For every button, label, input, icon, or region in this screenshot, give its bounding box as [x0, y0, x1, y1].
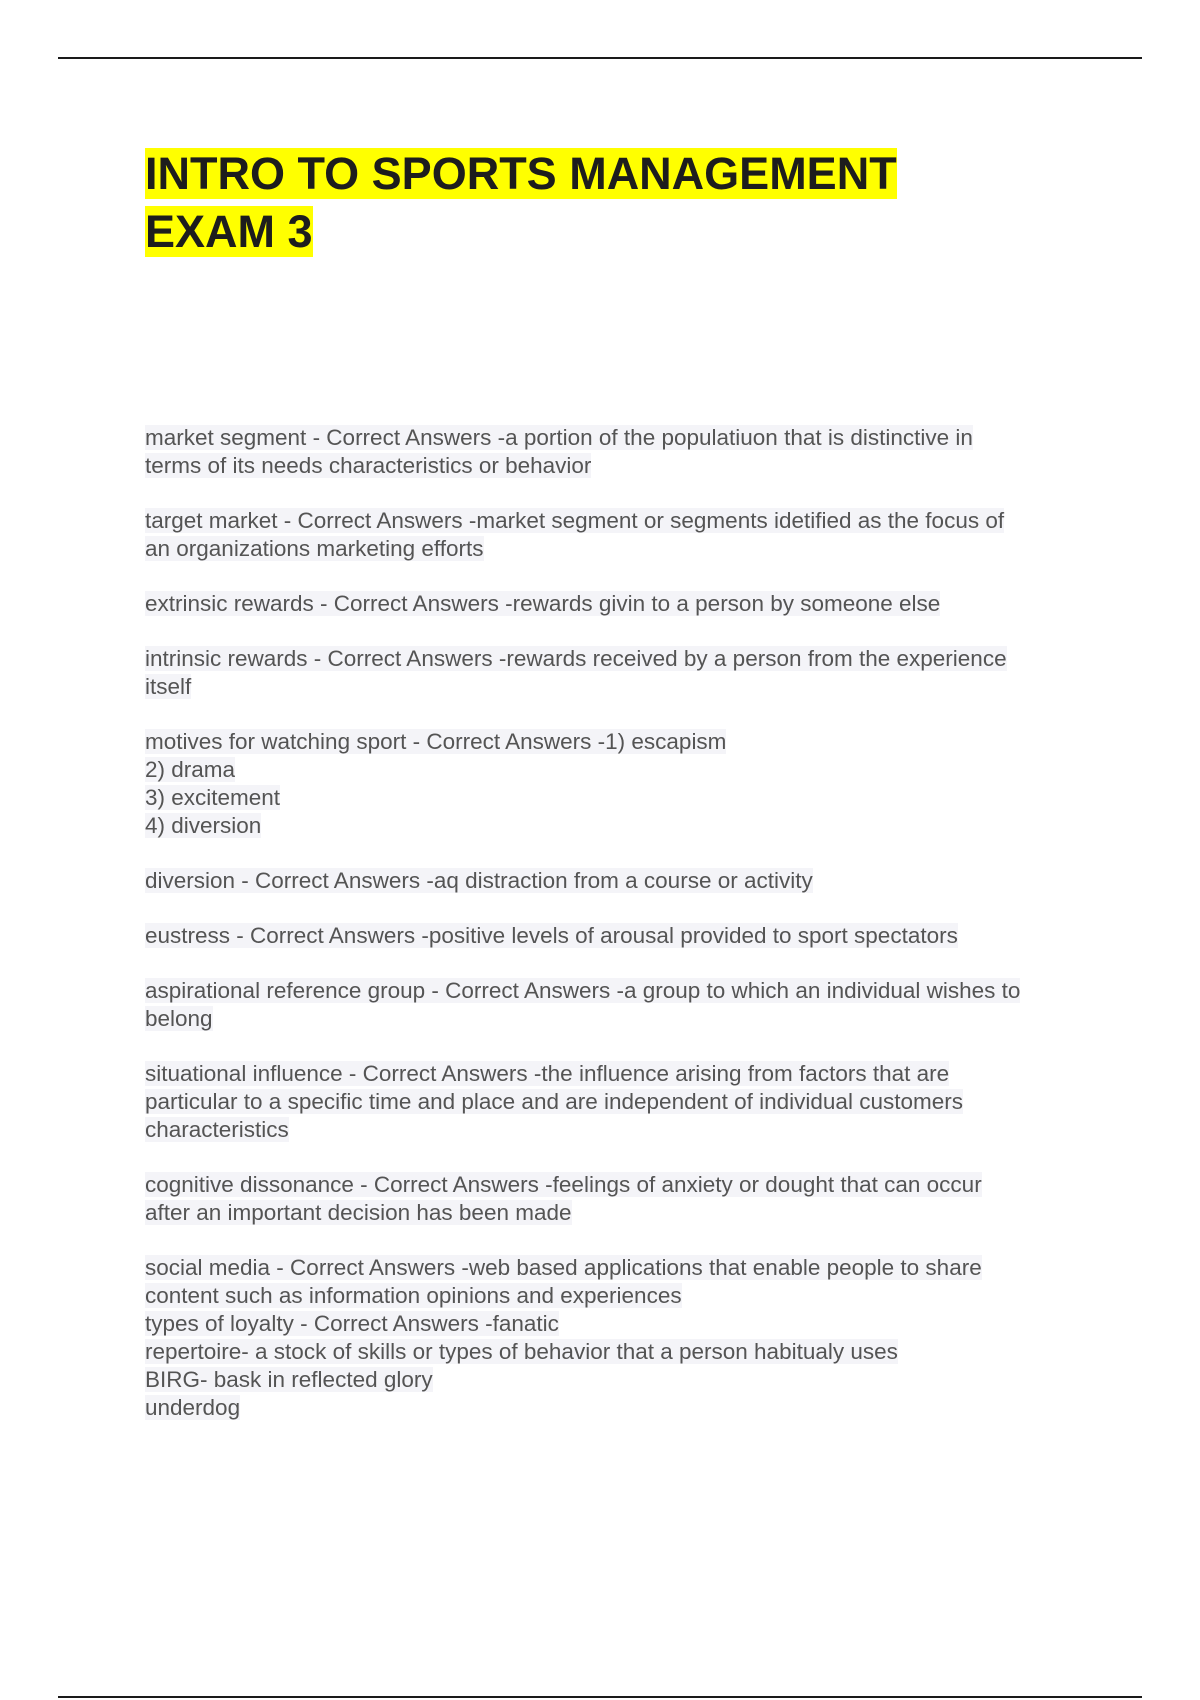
entry-text: cognitive dissonance - Correct Answers -feelings of anxiety or dought that can occur	[145, 1172, 982, 1197]
qa-entry-social-media	[145, 1254, 1095, 1422]
entry-text: extrinsic rewards - Correct Answers -rewards givin to a person by someone else	[145, 591, 941, 616]
entry-text: belong	[145, 1006, 213, 1031]
qa-entry-eustress	[145, 922, 1095, 950]
entry-text: itself	[145, 674, 192, 699]
entry-text: characteristics	[145, 1117, 289, 1142]
entry-text: 2) drama	[145, 757, 236, 782]
entry-text: content such as information opinions and experiences	[145, 1283, 682, 1308]
entry-text: social media - Correct Answers -web based applications that enable people to share	[145, 1255, 982, 1280]
entry-text: underdog	[145, 1395, 241, 1420]
entry-text: eustress - Correct Answers -positive levels of arousal provided to sport spectators	[145, 923, 958, 948]
qa-entry-intrinsic-rewards	[145, 645, 1095, 701]
qa-entry-aspirational-reference-group	[145, 977, 1095, 1033]
entry-text: an organizations marketing efforts	[145, 536, 484, 561]
entry-text: 4) diversion	[145, 813, 262, 838]
entry-text: 3) excitement	[145, 785, 281, 810]
entry-text: market segment - Correct Answers -a portion of the populatiuon that is distinctive in	[145, 425, 973, 450]
qa-entry-market-segment	[145, 424, 1095, 480]
qa-entry-target-market	[145, 507, 1095, 563]
title-line-2: EXAM 3	[145, 206, 313, 257]
qa-entry-diversion	[145, 867, 1095, 895]
entry-text: motives for watching sport - Correct Answers -1) escapism	[145, 729, 727, 754]
qa-entry-motives-for-watching-sport	[145, 728, 1095, 840]
flashcard-list	[145, 424, 1095, 1422]
entry-text: types of loyalty - Correct Answers -fanatic	[145, 1311, 559, 1336]
entry-text: BIRG- bask in reflected glory	[145, 1367, 433, 1392]
entry-text: diversion - Correct Answers -aq distraction from a course or activity	[145, 868, 813, 893]
entry-text: repertoire- a stock of skills or types of behavior that a person habitualy uses	[145, 1339, 898, 1364]
entry-text: aspirational reference group - Correct Answers -a group to which an individual wishes to	[145, 978, 1021, 1003]
entry-text: after an important decision has been made	[145, 1200, 572, 1225]
header-rule	[58, 57, 1142, 59]
qa-entry-extrinsic-rewards	[145, 590, 1095, 618]
entry-text: terms of its needs characteristics or behavior	[145, 453, 592, 478]
page-title	[145, 145, 1105, 261]
entry-text: intrinsic rewards - Correct Answers -rewards received by a person from the experience	[145, 646, 1007, 671]
entry-text: target market - Correct Answers -market segment or segments idetified as the focus of	[145, 508, 1005, 533]
entry-text: situational influence - Correct Answers -the influence arising from factors that are	[145, 1061, 950, 1086]
qa-entry-cognitive-dissonance	[145, 1171, 1095, 1227]
entry-text: particular to a specific time and place and are independent of individual customers	[145, 1089, 963, 1114]
qa-entry-situational-influence	[145, 1060, 1095, 1144]
footer-rule	[58, 1696, 1142, 1698]
title-line-1: INTRO TO SPORTS MANAGEMENT	[145, 148, 897, 199]
